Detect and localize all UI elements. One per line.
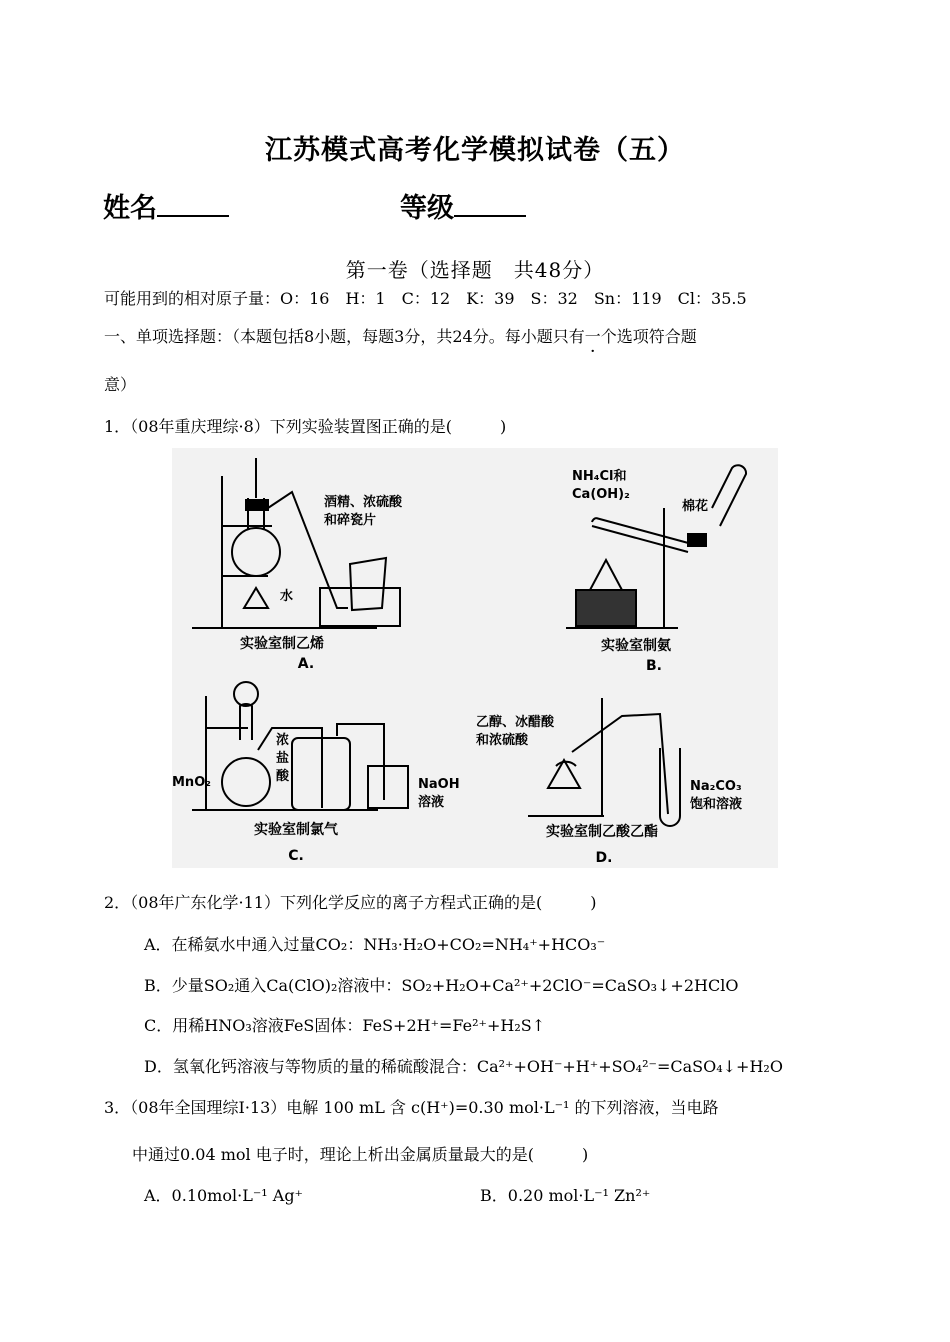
figure-d-reagent-1: 乙醇、冰醋酸 <box>476 715 555 730</box>
figure-c-letter: C. <box>288 848 304 864</box>
q1-stem: 1．（08年重庆理综·8）下列实验装置图正确的是( ) <box>104 417 507 436</box>
grade-label: 等级 <box>400 193 454 224</box>
figure-c-acid-1: 浓 <box>276 733 290 748</box>
figure-b-cotton: 棉花 <box>682 499 709 514</box>
q2-option-d: D．氢氧化钙溶液与等物质的量的稀硫酸混合：Ca²⁺+OH⁻+H⁺+SO₄²⁻=CaSO₄↓+H₂O <box>144 1057 783 1076</box>
figure-c-naoh-1: NaOH <box>418 777 460 792</box>
q2-option-b: B．少量SO₂通入Ca(ClO)₂溶液中：SO₂+H₂O+Ca²⁺+2ClO⁻=CaSO₃↓+2HClO <box>144 976 739 995</box>
figure-a-caption: 实验室制乙烯 <box>240 636 324 652</box>
q3-option-a: A．0.10mol·L⁻¹ Ag⁺ <box>144 1186 304 1205</box>
section-title: 第一卷（选择题 共48分） <box>345 258 605 282</box>
figure-d-letter: D. <box>595 850 613 866</box>
q3-stem-line2: 中通过0.04 mol 电子时，理论上析出金属质量最大的是( ) <box>132 1145 589 1164</box>
part1-heading-before: 一、单项选择题：（本题包括8小题，每题3分，共24分。每小题只 <box>104 327 569 346</box>
name-blank[interactable] <box>157 215 229 217</box>
figure-c-naoh-2: 溶液 <box>418 795 445 810</box>
q1-apparatus-figure <box>172 448 778 868</box>
figure-d-reagent-2: 和浓硫酸 <box>476 733 529 748</box>
part1-heading-line2: 意） <box>104 375 137 394</box>
figure-c-mno2: MnO₂ <box>172 775 211 790</box>
q2-option-c: C．用稀HNO₃溶液FeS固体：FeS+2H⁺=Fe²⁺+H₂S↑ <box>144 1016 546 1035</box>
q3-stem-line1: 3．（08年全国理综Ⅰ·13）电解 100 mL 含 c(H⁺)=0.30 mol·L⁻¹ 的下列溶液，当电路 <box>104 1098 719 1117</box>
q2-stem: 2．（08年广东化学·11）下列化学反应的离子方程式正确的是( ) <box>104 893 597 912</box>
figure-a-letter: A. <box>297 656 315 672</box>
figure-c-caption: 实验室制氯气 <box>254 822 338 838</box>
name-field[interactable] <box>103 186 229 225</box>
part1-heading <box>104 324 697 347</box>
figure-b-reagent-2: Ca(OH)₂ <box>572 487 630 502</box>
q2-option-a: A．在稀氨水中通入过量CO₂：NH₃·H₂O+CO₂=NH₄⁺+HCO₃⁻ <box>144 935 606 954</box>
figure-a-water: 水 <box>280 589 294 604</box>
name-label: 姓名 <box>103 193 157 224</box>
grade-blank[interactable] <box>454 215 526 217</box>
part1-heading-emph: 有一个 <box>568 327 617 346</box>
page-title: 江苏模式高考化学模拟试卷（五） <box>265 135 685 166</box>
grade-field[interactable] <box>400 186 526 225</box>
figure-c-acid-2: 盐 <box>276 751 290 766</box>
q3-option-b: B．0.20 mol·L⁻¹ Zn²⁺ <box>480 1186 651 1205</box>
figure-d-caption: 实验室制乙酸乙酯 <box>546 824 658 840</box>
atomic-masses: 可能用到的相对原子量：O：16 H：1 C：12 K：39 S：32 Sn：119 Cl：35.5 <box>104 289 747 308</box>
figure-a-reagent-2: 和碎瓷片 <box>324 513 377 528</box>
figure-d-na2co3-2: 饱和溶液 <box>690 797 743 812</box>
figure-b-caption: 实验室制氨 <box>601 638 671 654</box>
figure-b-letter: B. <box>646 658 662 674</box>
part1-heading-after: 选项符合题 <box>616 327 697 346</box>
figure-d-na2co3-1: Na₂CO₃ <box>690 779 742 794</box>
figure-b-reagent-1: NH₄Cl和 <box>572 469 627 484</box>
figure-a-reagent-1: 酒精、浓硫酸 <box>324 495 403 510</box>
figure-c-acid-3: 酸 <box>276 769 290 784</box>
